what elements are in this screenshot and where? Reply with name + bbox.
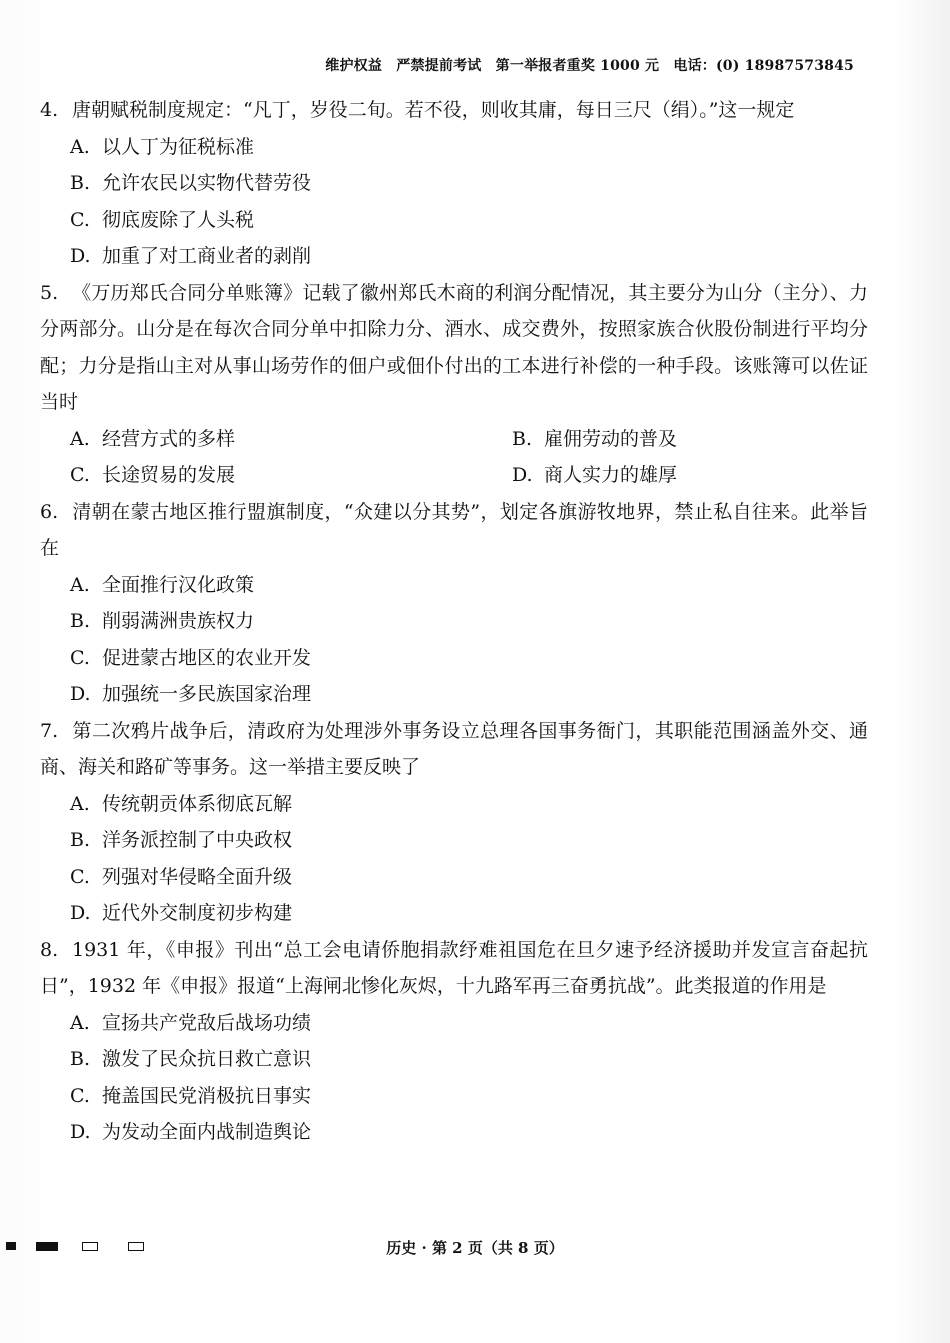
option-letter: A. (70, 135, 90, 158)
option-a (70, 1005, 868, 1042)
question-number: 7. (40, 719, 59, 742)
option-text: 全面推行汉化政策 (102, 573, 255, 596)
option-letter: A. (70, 792, 90, 815)
page-header-notice: 维护权益 严禁提前考试 第一举报者重奖 1000 元 电话：(0) 18987573845 (325, 58, 854, 74)
question-text: 1931 年，《申报》刊出“总工会电请侨胞捐款纾难祖国危在旦夕速予经济援助并发宣言奋起抗日”，1932 年《申报》报道“上海闸北惨化灰烬，十九路军再三奋勇抗战”。此类报道的作用是 (40, 938, 868, 997)
option-letter: B. (512, 427, 533, 450)
option-c (70, 202, 868, 239)
question-stem (40, 275, 868, 421)
option-list (40, 129, 868, 275)
option-a (70, 421, 512, 458)
option-letter: B. (70, 610, 91, 632)
question-stem (40, 494, 868, 567)
option-text: 近代外交制度初步构建 (102, 902, 293, 924)
question-number: 4. (40, 99, 59, 121)
option-letter: D. (70, 902, 91, 924)
option-letter: C. (70, 865, 90, 888)
option-text: 激发了民众抗日救亡意识 (102, 1048, 312, 1070)
option-letter: B. (70, 829, 91, 851)
option-list (40, 1005, 868, 1151)
option-text: 传统朝贡体系彻底瓦解 (102, 792, 293, 815)
option-letter: C. (70, 208, 90, 231)
question-text: 《万历郑氏合同分单账簿》记载了徽州郑氏木商的利润分配情况，其主要分为山分（主分）、力分两部分。山分是在每次合同分单中扣除力分、酒水、成交费外，按照家族合伙股份制进行平均分配；力分是指山主对从事山场劳作的佃户或佃仆付出的工本进行补偿的一种手段。该账簿可以佐证当时 (40, 281, 868, 413)
question-6 (40, 494, 868, 713)
question-stem (40, 713, 868, 786)
option-d (70, 238, 868, 275)
option-letter: D. (512, 464, 533, 486)
option-list (40, 421, 868, 494)
option-letter: D. (70, 245, 91, 267)
option-letter: A. (70, 1011, 90, 1034)
option-c (70, 1078, 868, 1115)
option-text: 掩盖国民党消极抗日事实 (102, 1084, 312, 1107)
option-text: 允许农民以实物代替劳役 (102, 172, 312, 194)
option-text: 商人实力的雄厚 (544, 464, 678, 486)
option-letter: C. (70, 464, 90, 486)
option-c (70, 640, 868, 677)
question-number: 5. (40, 281, 59, 304)
option-d (512, 457, 868, 494)
option-a (70, 567, 868, 604)
question-number: 8. (40, 938, 59, 961)
option-text: 以人丁为征税标准 (102, 135, 255, 158)
page-footer: 历史 · 第 2 页（共 8 页） (386, 1239, 564, 1257)
option-text: 宣扬共产党敌后战场功绩 (102, 1011, 312, 1034)
option-list (40, 567, 868, 713)
option-letter: B. (70, 172, 91, 194)
option-text: 长途贸易的发展 (102, 464, 236, 486)
option-text: 经营方式的多样 (102, 427, 236, 450)
option-text: 为发动全面内战制造舆论 (102, 1121, 312, 1143)
option-text: 雇佣劳动的普及 (544, 427, 678, 450)
option-letter: D. (70, 1121, 91, 1143)
option-b (70, 165, 868, 202)
question-list (40, 92, 868, 1151)
option-text: 促进蒙古地区的农业开发 (102, 646, 312, 669)
option-d (70, 895, 868, 932)
question-text: 清朝在蒙古地区推行盟旗制度，“众建以分其势”，划定各旗游牧地界，禁止私自往来。此举旨在 (40, 500, 868, 559)
option-b (512, 421, 868, 458)
option-a (70, 129, 868, 166)
option-letter: C. (70, 1084, 90, 1107)
question-text: 第二次鸦片战争后，清政府为处理涉外事务设立总理各国事务衙门，其职能范围涵盖外交、通商、海关和路矿等事务。这一举措主要反映了 (40, 719, 868, 778)
option-b (70, 1041, 868, 1078)
option-letter: A. (70, 427, 90, 450)
option-text: 洋务派控制了中央政权 (102, 829, 293, 851)
option-d (70, 676, 868, 713)
option-letter: C. (70, 646, 90, 669)
option-letter: B. (70, 1048, 91, 1070)
option-d (70, 1114, 868, 1151)
option-text: 彻底废除了人头税 (102, 208, 255, 231)
option-text: 加强统一多民族国家治理 (102, 683, 312, 705)
option-b (70, 603, 868, 640)
option-text: 列强对华侵略全面升级 (102, 865, 293, 888)
question-stem (40, 92, 868, 129)
question-number: 6. (40, 500, 59, 523)
option-text: 削弱满洲贵族权力 (102, 610, 255, 632)
option-list (40, 786, 868, 932)
question-text: 唐朝赋税制度规定：“凡丁，岁役二旬。若不役，则收其庸，每日三尺（绢）。”这一规定 (72, 99, 795, 121)
option-c (70, 859, 868, 896)
option-c (70, 457, 512, 494)
option-b (70, 822, 868, 859)
question-8 (40, 932, 868, 1151)
option-text: 加重了对工商业者的剥削 (102, 245, 312, 267)
option-letter: D. (70, 683, 91, 705)
question-7 (40, 713, 868, 932)
option-a (70, 786, 868, 823)
question-5 (40, 275, 868, 494)
question-stem (40, 932, 868, 1005)
option-letter: A. (70, 573, 90, 596)
question-4 (40, 92, 868, 275)
